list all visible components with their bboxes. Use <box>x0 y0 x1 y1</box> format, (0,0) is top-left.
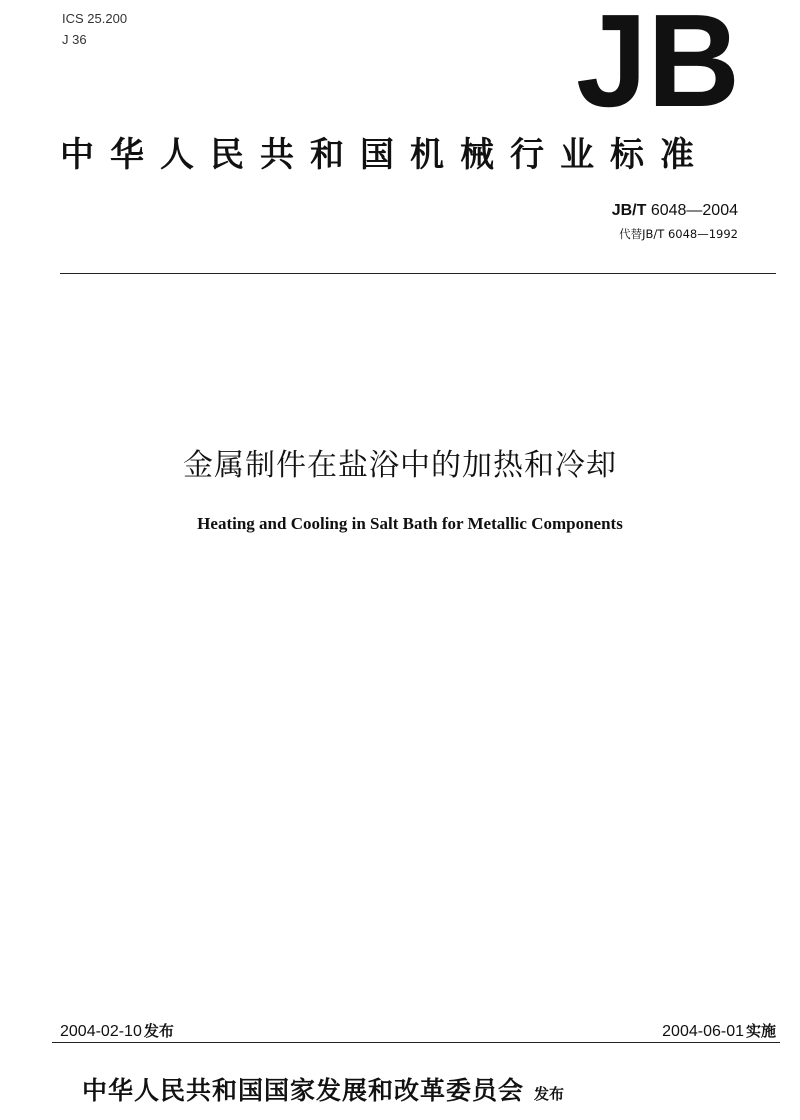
publisher-line <box>82 1071 564 1107</box>
header-divider <box>60 273 776 274</box>
issue-date-line <box>60 1020 174 1041</box>
issue-date: 2004-02-10 <box>60 1023 142 1040</box>
jb-logo <box>573 2 743 114</box>
standard-number-block <box>612 201 738 243</box>
issue-label: 发布 <box>143 1022 174 1040</box>
implementation-date: 2004-06-01 <box>662 1023 744 1040</box>
replaces-standard: 代替JB/T 6048—1992 <box>619 227 738 241</box>
document-title-chinese: 金属制件在盐浴中的加热和冷却 <box>183 448 617 483</box>
standard-category-title: 中华人民共和国机械行业标准 <box>60 135 710 175</box>
standard-number-value: 6048—2004 <box>650 202 738 219</box>
publisher-action: 发布 <box>534 1085 565 1103</box>
publisher-name: 中华人民共和国国家发展和改革委员会 <box>82 1076 525 1105</box>
footer-divider <box>52 1042 780 1043</box>
implementation-date-line <box>662 1020 776 1041</box>
ics-code: ICS 25.200 <box>62 11 128 26</box>
standard-number <box>612 201 738 221</box>
ccs-code: J 36 <box>62 32 87 47</box>
standard-number-prefix: JB/T <box>611 202 647 219</box>
implementation-label: 实施 <box>745 1022 776 1040</box>
jb-logo-text: JB <box>576 2 740 114</box>
classification-codes <box>62 8 127 50</box>
document-title-english: Heating and Cooling in Salt Bath for Metallic Components <box>197 514 623 533</box>
